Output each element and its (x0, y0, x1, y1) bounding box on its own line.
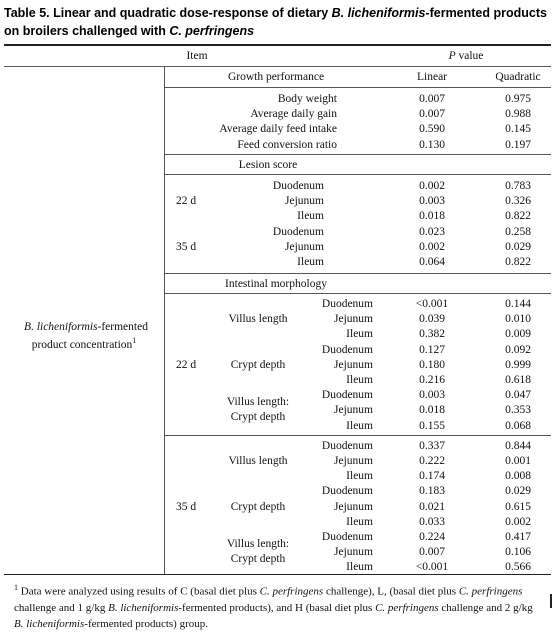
linear-value: 0.183 (419, 485, 445, 498)
quadratic-value: 0.029 (505, 485, 531, 498)
growth-row-label: Average daily feed intake (219, 123, 337, 136)
day-label: 22 d (175, 195, 197, 208)
linear-value: 0.033 (419, 515, 445, 528)
measure-label: Villus length (228, 313, 288, 326)
linear-value: 0.007 (419, 546, 445, 559)
growth-row-label: Body weight (277, 93, 337, 105)
quadratic-value: 0.417 (505, 531, 531, 543)
linear-value: 0.382 (419, 328, 445, 341)
quadratic-value: 0.326 (505, 195, 531, 208)
quadratic-value: 0.353 (505, 404, 531, 417)
quadratic-value: 0.009 (505, 328, 531, 341)
quadratic-value: 0.144 (505, 298, 531, 310)
tissue-label: Duodenum (321, 439, 373, 452)
tissue-label: Jejunum (334, 546, 373, 559)
lesion-section-title: Lesion score (238, 159, 298, 171)
linear-value: 0.007 (419, 108, 445, 121)
tissue-label: Duodenum (321, 485, 373, 498)
tissue-label: Jejunum (285, 240, 324, 253)
tissue-label: Duodenum (321, 343, 373, 356)
quadratic-value: 0.002 (505, 515, 531, 528)
quadratic-value: 0.566 (505, 561, 531, 574)
tissue-label: Duodenum (321, 298, 373, 310)
linear-value: 0.003 (419, 195, 445, 208)
linear-value: 0.130 (419, 138, 445, 151)
tissue-label: Jejunum (334, 358, 373, 371)
p-symbol: P (448, 50, 456, 62)
day-divider-rule (164, 435, 551, 436)
measure-label: Villus length: (226, 538, 290, 550)
linear-value: 0.039 (419, 313, 445, 326)
morph-section-title: Intestinal morphology (225, 278, 327, 290)
linear-value: 0.127 (419, 343, 445, 356)
quadratic-value: 0.197 (505, 138, 531, 151)
row-group-label-line2: product concentration$^1$ (31, 336, 137, 351)
quadratic-value: 0.999 (505, 358, 531, 371)
quadratic-header: Quadratic (495, 71, 541, 83)
quadratic-value: 0.106 (505, 546, 531, 559)
linear-value: 0.003 (419, 389, 445, 402)
linear-value: <0.001 (415, 298, 449, 310)
linear-value: 0.174 (419, 470, 445, 483)
edge-mark (550, 594, 552, 608)
quadratic-value: 0.001 (505, 455, 531, 467)
growth-rule (164, 87, 551, 88)
tissue-label: Duodenum (272, 225, 324, 238)
linear-value: 0.064 (419, 256, 445, 268)
header-rule (4, 66, 551, 67)
tissue-label: Ileum (346, 419, 373, 432)
row-group-label: B. licheniformis-fermented (24, 321, 148, 333)
measure-label-line2: Crypt depth (230, 553, 286, 566)
morph-rule (164, 293, 551, 294)
growth-section-title: Growth performance (227, 71, 325, 83)
table-caption: Table 5. Linear and quadratic dose-response of dietary B. licheniformis-fermented products on broilers challenged with C. perfringens (4, 6, 547, 38)
morph-top-rule (164, 273, 551, 274)
linear-value: 0.180 (419, 358, 445, 371)
tissue-label: Ileum (346, 374, 373, 386)
measure-label-line2: Crypt depth (230, 411, 286, 424)
growth-row-label: Feed conversion ratio (237, 138, 337, 151)
lesion-top-rule (164, 154, 551, 155)
quadratic-value: 0.618 (505, 374, 531, 386)
measure-label: Villus length (228, 455, 288, 467)
quadratic-value: 0.975 (505, 93, 531, 105)
tissue-label: Jejunum (334, 404, 373, 417)
linear-value: 0.155 (419, 419, 445, 432)
tissue-label: Duodenum (321, 531, 373, 543)
left-vertical-rule (164, 66, 165, 574)
linear-value: 0.021 (419, 500, 445, 513)
linear-value: 0.224 (419, 531, 445, 543)
day-label: 35 d (175, 240, 197, 253)
quadratic-value: 0.615 (505, 500, 531, 513)
tissue-label: Ileum (346, 515, 373, 528)
linear-value: 0.007 (419, 93, 445, 105)
item-header: Item (186, 50, 208, 62)
linear-value: 0.590 (419, 123, 445, 136)
tissue-label: Jejunum (285, 195, 324, 208)
linear-value: 0.023 (419, 225, 445, 238)
quadratic-value: 0.822 (505, 256, 531, 268)
linear-value: 0.018 (419, 210, 445, 223)
tissue-label: Duodenum (321, 389, 373, 402)
p-value-header (449, 49, 484, 63)
linear-value: <0.001 (415, 561, 449, 574)
measure-label: Crypt depth (230, 500, 286, 513)
quadratic-value: 0.822 (505, 210, 531, 223)
linear-value: 0.002 (419, 240, 445, 253)
measure-label: Crypt depth (230, 358, 286, 371)
tissue-label: Duodenum (272, 180, 324, 192)
tissue-label: Ileum (297, 256, 324, 268)
quadratic-value: 0.010 (505, 313, 531, 326)
quadratic-value: 0.783 (505, 180, 531, 192)
quadratic-value: 0.008 (505, 470, 531, 483)
p-value-word: value (458, 50, 484, 62)
measure-label: Villus length: (226, 396, 290, 409)
bottom-rule (4, 574, 551, 575)
quadratic-value: 0.844 (505, 439, 531, 452)
linear-value: 0.222 (419, 455, 445, 467)
linear-header: Linear (416, 71, 448, 83)
quadratic-value: 0.092 (505, 343, 531, 356)
linear-value: 0.018 (419, 404, 445, 417)
footnote: $^1$ Data were analyzed using results of C (basal diet plus C. perfringens challenge), L, (basal diet plus C. perfringens challenge and 1 g/kg B. licheniformis-fermented products), and H (basal diet plus C. perfringens challenge and 2 g/kg B. licheniformis-fermented products) group. (14, 583, 533, 630)
lesion-rule (164, 174, 551, 175)
tissue-label: Ileum (297, 210, 324, 223)
tissue-label: Jejunum (334, 455, 373, 467)
quadratic-value: 0.047 (505, 389, 531, 402)
linear-value: 0.337 (419, 439, 445, 452)
linear-value: 0.216 (419, 374, 445, 386)
quadratic-value: 0.068 (505, 419, 531, 432)
tissue-label: Ileum (346, 561, 373, 574)
quadratic-value: 0.988 (505, 108, 531, 121)
tissue-label: Jejunum (334, 313, 373, 326)
linear-value: 0.002 (419, 180, 445, 192)
growth-row-label: Average daily gain (250, 108, 337, 121)
quadratic-value: 0.145 (505, 123, 531, 136)
day-label: 35 d (175, 501, 197, 514)
day-label: 22 d (175, 359, 197, 372)
tissue-label: Jejunum (334, 500, 373, 513)
tissue-label: Ileum (346, 470, 373, 483)
quadratic-value: 0.258 (505, 225, 531, 238)
top-rule (4, 44, 551, 46)
tissue-label: Ileum (346, 328, 373, 341)
quadratic-value: 0.029 (505, 240, 531, 253)
